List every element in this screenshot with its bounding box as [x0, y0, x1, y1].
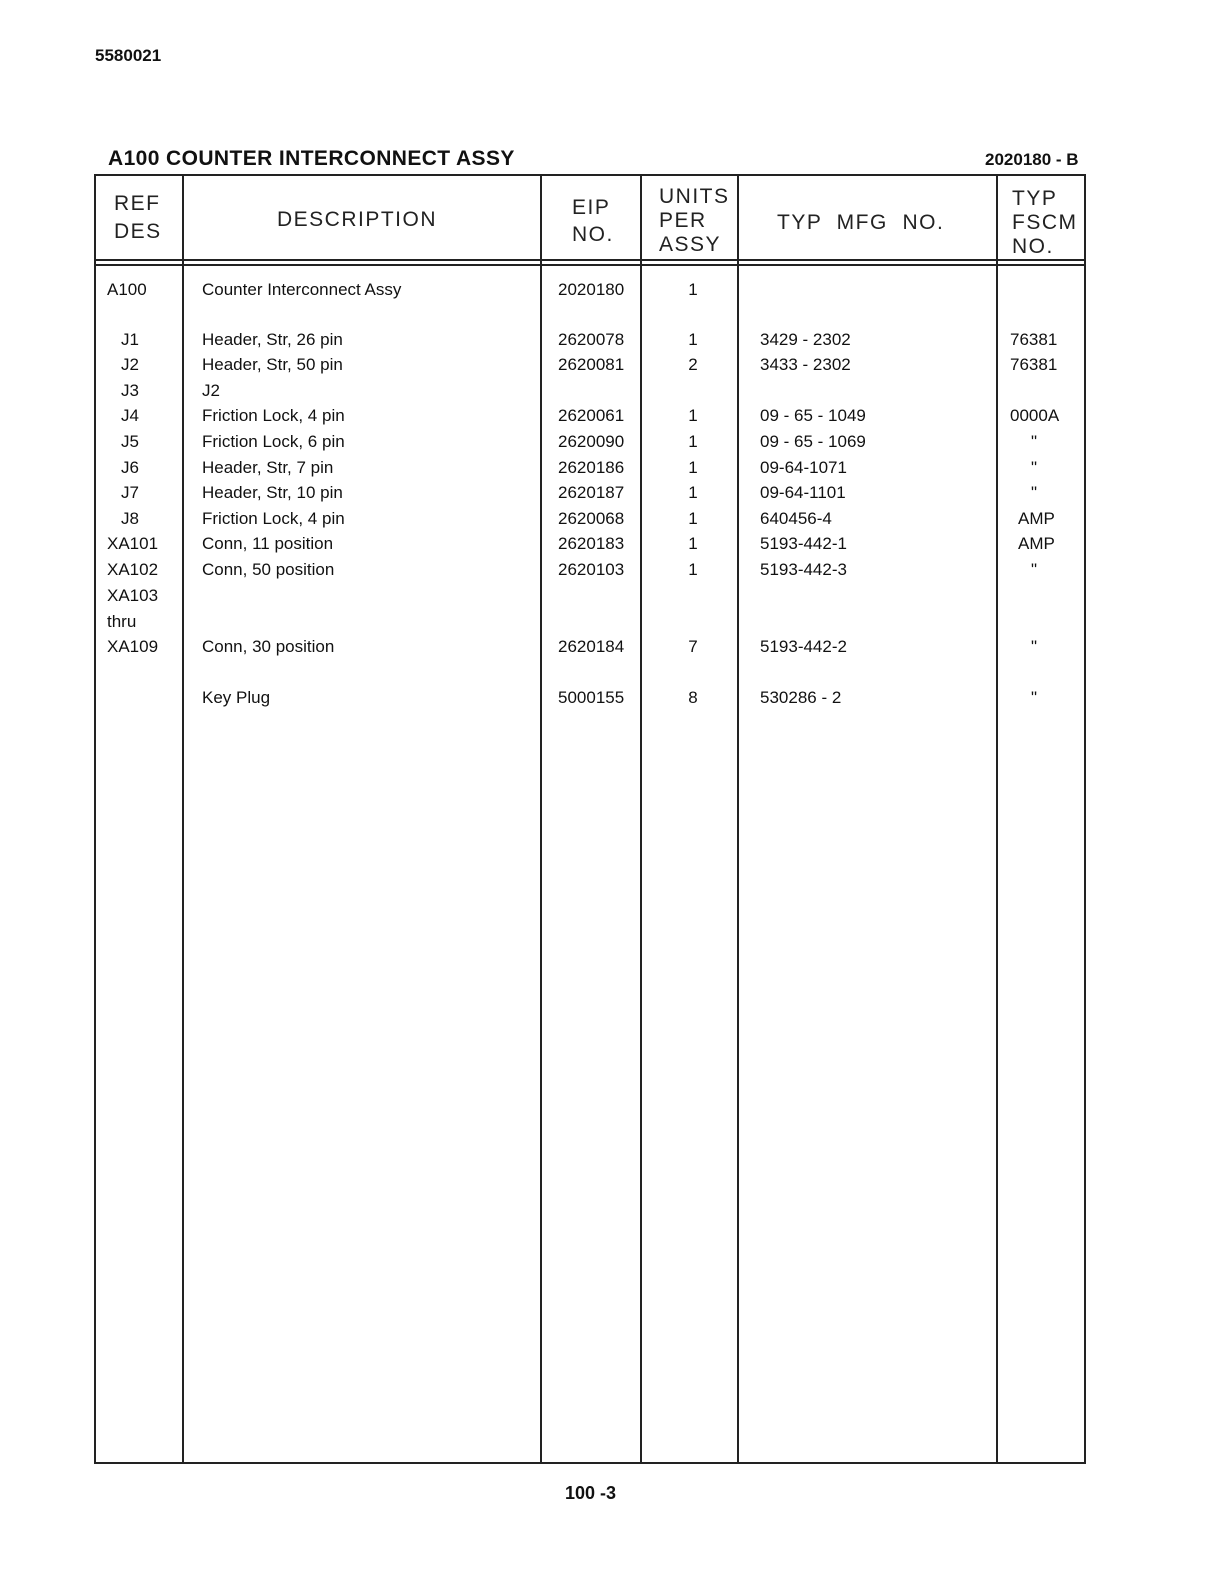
cell-eip-no: 2620078 [558, 330, 625, 349]
cell-units: 1 [688, 509, 698, 528]
cell-fscm-no: AMP [1018, 509, 1055, 528]
cell-fscm-no: 76381 [1010, 355, 1058, 374]
cell-mfg-no: 09-64-1071 [760, 458, 847, 477]
cell-description: Friction Lock, 4 pin [202, 509, 345, 528]
cell-units: 1 [688, 330, 698, 349]
cell-ref-des: J5 [121, 432, 139, 451]
header-typ-fscm-no: TYP FSCM NO. [1012, 187, 1078, 258]
cell-mfg-no: 640456-4 [760, 509, 832, 528]
cell-ref-des: A100 [107, 280, 147, 299]
cell-units: 1 [688, 458, 698, 477]
cell-eip-no: 5000155 [558, 688, 625, 707]
cell-fscm-no: " [1031, 637, 1038, 656]
table-row [96, 534, 1084, 558]
cell-mfg-no: 09 - 65 - 1069 [760, 432, 866, 451]
cell-units: 2 [688, 355, 698, 374]
table-row [96, 688, 1084, 712]
page-number: 100 -3 [565, 1483, 617, 1503]
parts-list-table [94, 174, 1086, 1464]
cell-description: J2 [202, 381, 220, 400]
header-description: DESCRIPTION [277, 208, 438, 231]
cell-fscm-no: " [1031, 432, 1038, 451]
header-divider [96, 264, 1084, 266]
cell-description: Conn, 50 position [202, 560, 335, 579]
cell-description: Friction Lock, 4 pin [202, 406, 345, 425]
cell-description: Counter Interconnect Assy [202, 280, 402, 299]
table-row [96, 381, 1084, 405]
cell-fscm-no: " [1031, 560, 1038, 579]
cell-units: 1 [688, 280, 698, 299]
cell-ref-des: J3 [121, 381, 139, 400]
table-row [96, 432, 1084, 456]
cell-fscm-no: 0000A [1010, 406, 1060, 425]
cell-eip-no: 2620061 [558, 406, 625, 425]
cell-eip-no: 2020180 [558, 280, 625, 299]
table-row [96, 458, 1084, 482]
cell-ref-des: XA103 [107, 586, 159, 605]
cell-eip-no: 2620068 [558, 509, 625, 528]
cell-units: 1 [688, 432, 698, 451]
cell-eip-no: 2620081 [558, 355, 625, 374]
cell-fscm-no: " [1031, 483, 1038, 502]
cell-mfg-no: 3429 - 2302 [760, 330, 851, 349]
cell-mfg-no: 09 - 65 - 1049 [760, 406, 866, 425]
cell-description: Header, Str, 10 pin [202, 483, 343, 502]
header-divider [96, 259, 1084, 261]
table-row [96, 586, 1084, 610]
cell-description: Key Plug [202, 688, 271, 707]
cell-description: Header, Str, 50 pin [202, 355, 343, 374]
table-row [96, 330, 1084, 354]
cell-ref-des: J2 [121, 355, 139, 374]
table-row [96, 612, 1084, 636]
cell-eip-no: 2620184 [558, 637, 625, 656]
cell-fscm-no: 76381 [1010, 330, 1058, 349]
cell-ref-des: J8 [121, 509, 139, 528]
assembly-revision: 2020180 - B [985, 150, 1079, 169]
cell-ref-des: J1 [121, 330, 139, 349]
cell-description: Header, Str, 7 pin [202, 458, 334, 477]
table-row [96, 355, 1084, 379]
header-ref-des: REF DES [114, 192, 162, 243]
cell-fscm-no: AMP [1018, 534, 1055, 553]
cell-eip-no: 2620186 [558, 458, 625, 477]
cell-description: Header, Str, 26 pin [202, 330, 343, 349]
table-row [96, 483, 1084, 507]
header-units-per-assy: UNITS PER ASSY [659, 185, 730, 256]
table-row [96, 637, 1084, 661]
cell-eip-no: 2620187 [558, 483, 625, 502]
cell-ref-des: J7 [121, 483, 139, 502]
cell-description: Friction Lock, 6 pin [202, 432, 345, 451]
cell-mfg-no: 5193-442-3 [760, 560, 847, 579]
cell-eip-no: 2620090 [558, 432, 625, 451]
cell-ref-des: J4 [121, 406, 139, 425]
cell-units: 1 [688, 483, 698, 502]
cell-mfg-no: 5193-442-1 [760, 534, 847, 553]
cell-units: 7 [688, 637, 698, 656]
cell-eip-no: 2620183 [558, 534, 625, 553]
cell-units: 8 [688, 688, 698, 707]
cell-ref-des: XA109 [107, 637, 159, 656]
document-number: 5580021 [95, 46, 162, 65]
assembly-title: A100 COUNTER INTERCONNECT ASSY [108, 147, 515, 170]
cell-ref-des: XA102 [107, 560, 159, 579]
header-eip-no: EIP NO. [572, 196, 614, 246]
cell-eip-no: 2620103 [558, 560, 625, 579]
cell-mfg-no: 09-64-1101 [760, 483, 846, 502]
cell-description: Conn, 11 position [202, 534, 334, 553]
cell-fscm-no: " [1031, 458, 1038, 477]
cell-description: Conn, 30 position [202, 637, 335, 656]
cell-fscm-no: " [1031, 688, 1038, 707]
table-row [96, 509, 1084, 533]
cell-units: 1 [688, 560, 698, 579]
cell-units: 1 [688, 406, 698, 425]
cell-ref-des: thru [107, 612, 137, 631]
table-row [96, 560, 1084, 584]
cell-ref-des: XA101 [107, 534, 159, 553]
cell-mfg-no: 530286 - 2 [760, 688, 842, 707]
table-row [96, 406, 1084, 430]
header-typ-mfg-no: TYP MFG NO. [777, 211, 945, 234]
cell-units: 1 [688, 534, 698, 553]
cell-mfg-no: 3433 - 2302 [760, 355, 851, 374]
cell-mfg-no: 5193-442-2 [760, 637, 847, 656]
cell-ref-des: J6 [121, 458, 139, 477]
table-row [96, 280, 1084, 304]
